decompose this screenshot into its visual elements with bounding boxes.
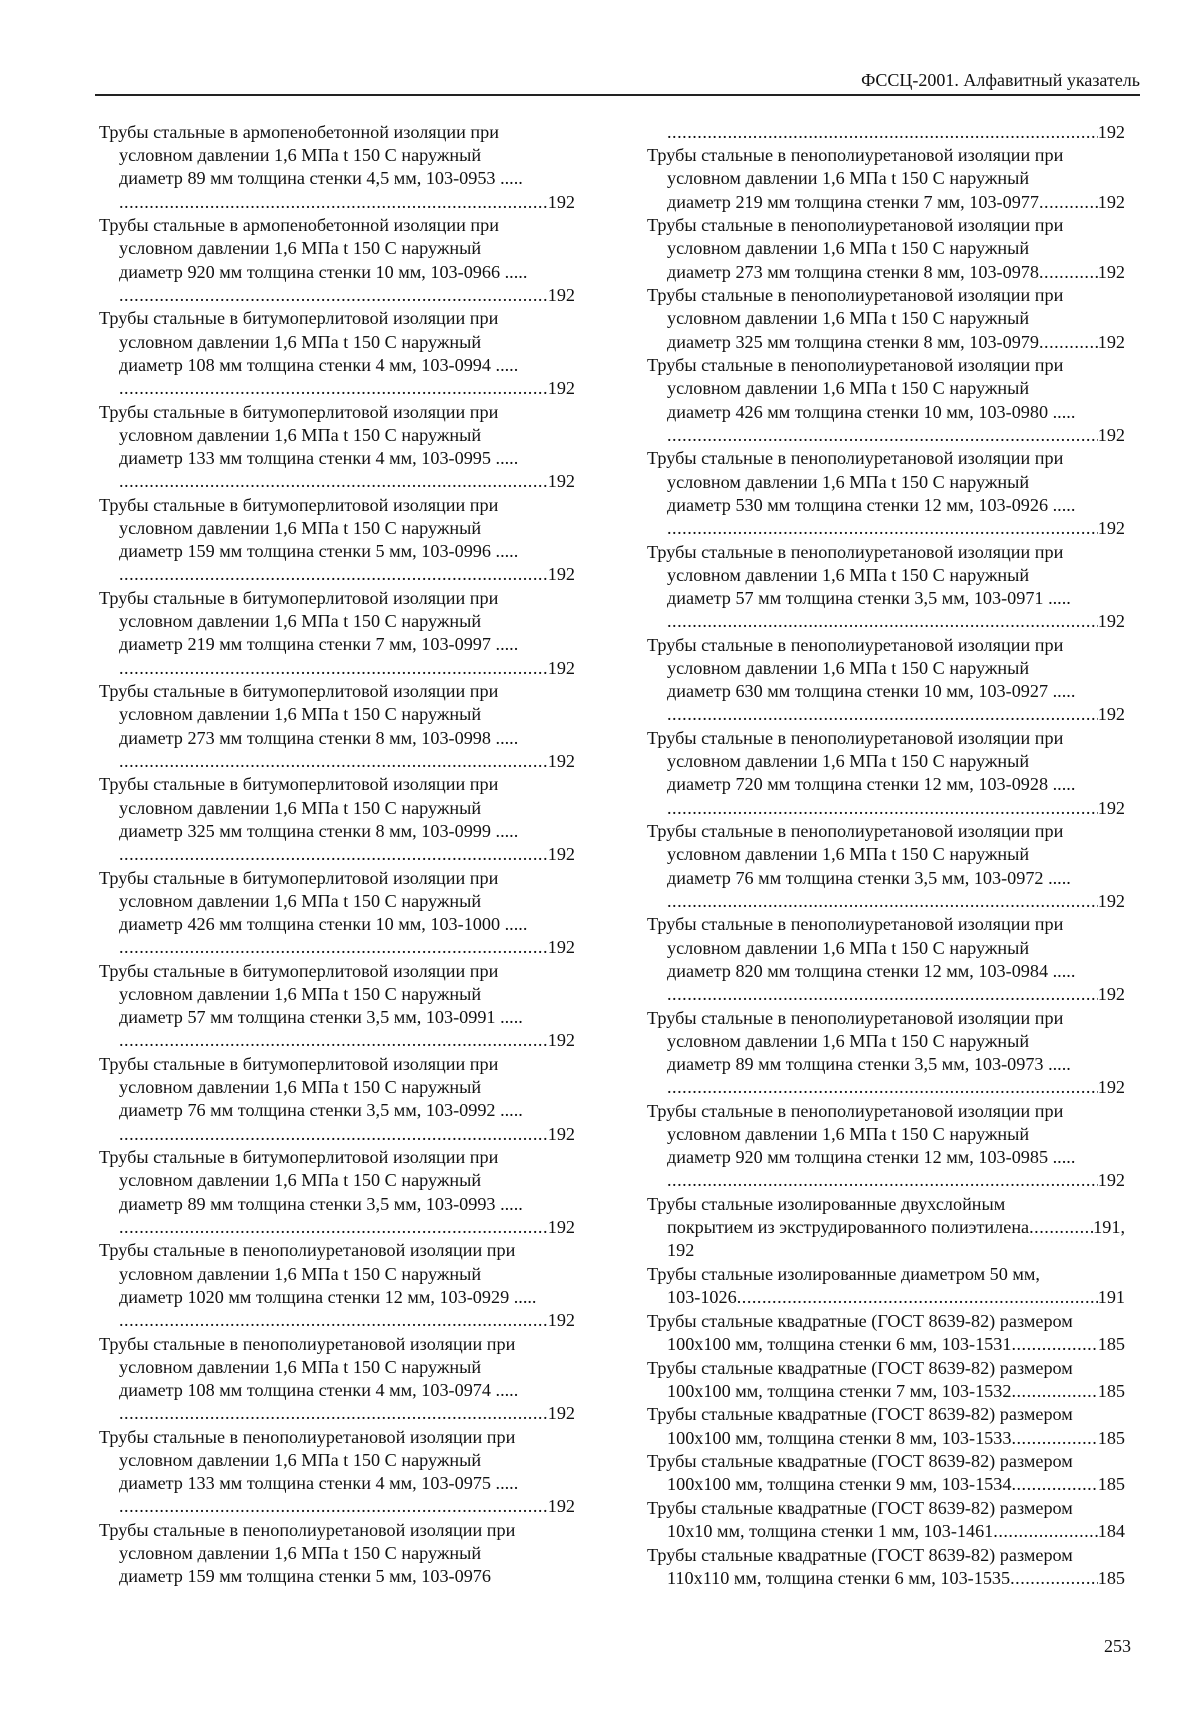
entry-line: условном давлении 1,6 МПа t 150 С наружный [119,890,482,911]
index-entry [647,1100,1125,1193]
dot-leader [119,1123,548,1146]
entry-line: Трубы стальные в битумоперлитовой изоляции при [99,588,499,609]
entry-line: Трубы стальные в пенополиуретановой изоляции при [647,448,1064,469]
page-ref: 185 [1097,1334,1125,1355]
dot-leader: ..... [1052,401,1076,422]
entry-last-line [99,1472,575,1495]
entry-text: покрытием из экструдированного полиэтилена [667,1217,1030,1238]
entry-text: 100x100 мм, толщина стенки 8 мм, 103-1533 [667,1427,1012,1448]
entry-line: Трубы стальные квадратные (ГОСТ 8639-82) размером [647,1310,1073,1331]
entry-line: Трубы стальные квадратные (ГОСТ 8639-82) размером [647,1451,1073,1472]
page-ref-line [99,657,575,680]
index-entry [647,214,1125,284]
index-entry [99,121,575,214]
dot-leader [119,1309,548,1332]
entry-text: диаметр 820 мм толщина стенки 12 мм, 103-0984 [667,960,1049,981]
dot-leader [667,121,1098,144]
running-header [95,68,1140,96]
entry-text: 10x10 мм, толщина стенки 1 мм, 103-1461 [667,1521,994,1542]
page-ref-line [99,284,575,307]
dot-leader [1039,261,1098,284]
index-entry [647,1450,1125,1496]
dot-leader [119,470,548,493]
index-entry [99,1053,575,1146]
index-entry [647,820,1125,913]
index-entry [647,913,1125,1006]
entry-line: Трубы стальные в пенополиуретановой изоляции при [99,1520,516,1541]
index-column-right [647,121,1125,1591]
entry-text: 100x100 мм, толщина стенки 7 мм, 103-1532 [667,1380,1012,1401]
page-ref: 191, [1093,1217,1125,1238]
dot-leader [1029,1216,1093,1239]
entry-line: условном давлении 1,6 МПа t 150 С наружный [667,308,1030,329]
page-ref: 192 [547,1496,575,1517]
entry-line: Трубы стальные в пенополиуретановой изоляции при [647,355,1064,376]
index-entry [99,773,575,866]
entry-line: Трубы стальные в битумоперлитовой изоляции при [99,1054,499,1075]
entry-last-line [647,261,1125,284]
dot-leader [993,1520,1097,1543]
page-ref-line [99,1402,575,1425]
entry-text: диаметр 76 мм толщина стенки 3,5 мм, 103-0972 [667,867,1044,888]
entry-line: Трубы стальные в битумоперлитовой изоляции при [99,494,499,515]
entry-text: 110x110 мм, толщина стенки 6 мм, 103-1535 [667,1568,1011,1589]
entry-line: Трубы стальные в битумоперлитовой изоляции при [99,308,499,329]
entry-text: диаметр 89 мм толщина стенки 4,5 мм, 103-0953 [119,168,496,189]
index-entry [647,634,1125,727]
entry-line: условном давлении 1,6 МПа t 150 С наружный [119,797,482,818]
index-entry [99,960,575,1053]
entry-last-line [99,633,575,656]
page-ref: 192 [1097,1077,1125,1098]
page-ref-line [99,563,575,586]
entry-line: условном давлении 1,6 МПа t 150 С наружный [119,704,482,725]
index-entry [99,1333,575,1426]
entry-line: условном давлении 1,6 МПа t 150 С наружный [119,331,482,352]
page-ref-line [99,1309,575,1332]
dot-leader [667,1076,1098,1099]
page-ref: 192 [547,378,575,399]
page-ref-line [647,797,1125,820]
entry-line: Трубы стальные в пенополиуретановой изоляции при [647,285,1064,306]
dot-leader [119,1029,548,1052]
page-ref: 192 [1097,122,1125,142]
dot-leader [737,1286,1098,1309]
entry-last-line [647,773,1125,796]
index-entry [99,1426,575,1519]
page-ref-line [647,703,1125,726]
page-ref: 192 [547,1123,575,1144]
entry-line: Трубы стальные в пенополиуретановой изоляции при [647,821,1064,842]
entry-line: Трубы стальные в пенополиуретановой изоляции при [99,1333,516,1354]
index-entry [647,1193,1125,1263]
index-entry [99,1239,575,1332]
dot-leader: ..... [1052,494,1076,515]
entry-line: условном давлении 1,6 МПа t 150 С наружный [667,1124,1030,1145]
page-ref-line [99,1216,575,1239]
dot-leader: ..... [495,1380,519,1401]
entry-text: диаметр 133 мм толщина стенки 4 мм, 103-0995 [119,448,491,469]
entry-text: диаметр 426 мм толщина стенки 10 мм, 103-1000 [119,914,501,935]
index-entry [647,1263,1125,1309]
entry-text: 100x100 мм, толщина стенки 6 мм, 103-1531 [667,1334,1012,1355]
index-entry [99,307,575,400]
entry-line: условном давлении 1,6 МПа t 150 С наружный [119,1077,482,1098]
entry-line: условном давлении 1,6 МПа t 150 С наружный [667,168,1030,189]
entry-line: условном давлении 1,6 МПа t 150 С наружный [119,1263,482,1284]
page-ref-line [99,1123,575,1146]
entry-text: диаметр 57 мм толщина стенки 3,5 мм, 103-0991 [119,1007,496,1028]
dot-leader: ..... [495,1473,519,1494]
entry-line: Трубы стальные квадратные (ГОСТ 8639-82) размером [647,1544,1073,1565]
entry-text: диаметр 159 мм толщина стенки 5 мм, 103-0996 [119,541,491,562]
page-ref-line [647,1076,1125,1099]
dot-leader: ..... [500,168,523,189]
index-entry [647,1497,1125,1543]
dot-leader [667,517,1098,540]
page-ref: 185 [1097,1474,1125,1495]
dot-leader: ..... [504,914,528,935]
entry-line: Трубы стальные в битумоперлитовой изоляции при [99,401,499,422]
entry-last-line [99,447,575,470]
entry-line: Трубы стальные в пенополиуретановой изоляции при [647,1100,1064,1121]
dot-leader [667,890,1098,913]
entry-line: Трубы стальные в битумоперлитовой изоляции при [99,867,499,888]
index-entry [99,1519,575,1589]
entry-line: условном давлении 1,6 МПа t 150 С наружный [119,611,482,632]
page-ref-line [99,936,575,959]
entry-line: Трубы стальные в армопенобетонной изоляции при [99,215,499,236]
entry-text: диаметр 920 мм толщина стенки 12 мм, 103-0985 [667,1147,1049,1168]
entry-text: диаметр 426 мм толщина стенки 10 мм, 103-0980 [667,401,1049,422]
dot-leader [119,563,548,586]
entry-line: условном давлении 1,6 МПа t 150 С наружный [667,844,1030,865]
dot-leader [1011,1333,1097,1356]
dot-leader [119,191,548,214]
entry-last-line [99,1193,575,1216]
dot-leader [667,983,1098,1006]
dot-leader: ..... [495,354,519,375]
page-ref: 192 [1097,518,1125,539]
entry-last-line [99,1006,575,1029]
page-ref: 192 [547,657,575,678]
dot-leader [667,797,1098,820]
index-entry [99,867,575,960]
index-entry [647,1544,1125,1590]
index-entry [99,494,575,587]
page-ref: 192 [1097,797,1125,818]
entry-last-line [99,167,575,190]
index-entry [647,1310,1125,1356]
entry-text: диаметр 720 мм толщина стенки 12 мм, 103-0928 [667,774,1049,795]
entry-last-line [647,494,1125,517]
page-ref-line [99,191,575,214]
index-entry [99,1146,575,1239]
page-ref: 192 [547,1030,575,1051]
entry-text: диаметр 1020 мм толщина стенки 12 мм, 103-0929 [119,1286,510,1307]
entry-text: диаметр 89 мм толщина стенки 3,5 мм, 103-0993 [119,1193,496,1214]
page-ref-line [99,470,575,493]
index-entry [647,727,1125,820]
page-ref: 192 [1097,424,1125,445]
dot-leader [667,424,1098,447]
entry-line: Трубы стальные в пенополиуретановой изоляции при [99,1240,516,1261]
entry-text: диаметр 159 мм толщина стенки 5 мм, 103-0976 [119,1566,491,1587]
dot-leader [119,284,548,307]
entry-last-line [647,960,1125,983]
entry-last-line [647,1053,1125,1076]
dot-leader [1039,331,1098,354]
entry-line: условном давлении 1,6 МПа t 150 С наружный [119,424,482,445]
entry-line: Трубы стальные в битумоперлитовой изоляции при [99,774,499,795]
entry-last-line [99,727,575,750]
dot-leader [1010,1567,1098,1590]
index-entry [647,541,1125,634]
page-ref: 192 [547,471,575,492]
entry-line: условном давлении 1,6 МПа t 150 С наружный [119,1170,482,1191]
entry-line: Трубы стальные в пенополиуретановой изоляции при [647,914,1064,935]
entry-line: условном давлении 1,6 МПа t 150 С наружный [119,1450,482,1471]
entry-line: Трубы стальные квадратные (ГОСТ 8639-82) размером [647,1498,1073,1519]
dot-leader [119,1216,548,1239]
entry-line: условном давлении 1,6 МПа t 150 С наружный [667,378,1030,399]
dot-leader [119,750,548,773]
page-ref: 192 [547,284,575,305]
page-ref-line [647,890,1125,913]
dot-leader: ..... [1052,774,1076,795]
dot-leader: ..... [495,448,519,469]
entry-line: Трубы стальные в пенополиуретановой изоляции при [647,541,1064,562]
entry-line: условном давлении 1,6 МПа t 150 С наружный [119,145,482,166]
page-ref-line [647,424,1125,447]
entry-text: диаметр 219 мм толщина стенки 7 мм, 103-0997 [119,634,491,655]
entry-text: диаметр 108 мм толщина стенки 4 мм, 103-0994 [119,354,491,375]
page-number: 253 [1104,1636,1131,1656]
page-ref-line [99,377,575,400]
page-ref: 185 [1097,1568,1125,1589]
dot-leader: ..... [1052,960,1076,981]
page-ref: 185 [1097,1427,1125,1448]
dot-leader: ..... [495,634,519,655]
entry-line: Трубы стальные в пенополиуретановой изоляции при [647,634,1064,655]
dot-leader [119,936,548,959]
entry-last-line [99,820,575,843]
entry-line: условном давлении 1,6 МПа t 150 С наружный [119,1543,482,1564]
entry-line: условном давлении 1,6 МПа t 150 С наружный [667,658,1030,679]
entry-line: Трубы стальные в армопенобетонной изоляции при [99,122,499,142]
dot-leader [1011,1473,1097,1496]
dot-leader: ..... [1052,681,1076,702]
entry-line: 192 [667,1240,695,1261]
dot-leader: ..... [500,1193,523,1214]
index-entry [99,214,575,307]
index-column-left [99,121,575,1589]
header-title: ФССЦ-2001. Алфавитный указатель [861,70,1140,90]
dot-leader [667,703,1098,726]
entry-text: диаметр 219 мм толщина стенки 7 мм, 103-0977 [667,191,1039,212]
page-ref: 192 [547,844,575,865]
entry-line: условном давлении 1,6 МПа t 150 С наружный [119,984,482,1005]
entry-line: условном давлении 1,6 МПа t 150 С наружный [667,564,1030,585]
dot-leader [1039,191,1098,214]
entry-text: диаметр 273 мм толщина стенки 8 мм, 103-0978 [667,261,1039,282]
index-entry [647,144,1125,214]
entry-last-line [647,331,1125,354]
page-ref: 192 [1097,611,1125,632]
entry-text: диаметр 530 мм толщина стенки 12 мм, 103-0926 [667,494,1049,515]
dot-leader: ..... [495,727,519,748]
entry-last-line [99,354,575,377]
entry-line: условном давлении 1,6 МПа t 150 С наружный [667,471,1030,492]
index-entry [647,284,1125,354]
entry-text: диаметр 920 мм толщина стенки 10 мм, 103-0966 [119,261,501,282]
entry-last-line [99,261,575,284]
entry-line: условном давлении 1,6 МПа t 150 С наружный [667,238,1030,259]
page-ref-line [647,983,1125,1006]
entry-last-line [647,191,1125,214]
dot-leader [119,1402,548,1425]
entry-text: диаметр 89 мм толщина стенки 3,5 мм, 103-0973 [667,1054,1044,1075]
index-entry [647,1357,1125,1403]
index-entry [647,447,1125,540]
entry-last-line [99,1099,575,1122]
page-ref: 192 [547,191,575,212]
entry-last-line [99,540,575,563]
entry-line: Трубы стальные изолированные диаметром 50 мм, [647,1264,1040,1285]
entry-last-line [647,680,1125,703]
dot-leader [119,657,548,680]
page-ref: 192 [1097,890,1125,911]
page-ref: 192 [1097,331,1125,352]
entry-last-line [99,1286,575,1309]
entry-last-line [647,1333,1125,1356]
entry-line: Трубы стальные в битумоперлитовой изоляции при [99,1147,499,1168]
dot-leader [1011,1380,1097,1403]
entry-line: условном давлении 1,6 МПа t 150 С наружный [119,518,482,539]
entry-text: 103-1026 [667,1287,737,1308]
dot-leader: ..... [495,541,519,562]
page-ref: 192 [547,937,575,958]
entry-text: диаметр 325 мм толщина стенки 8 мм, 103-0999 [119,820,491,841]
entry-last-line [647,1473,1125,1496]
entry-line: условном давлении 1,6 МПа t 150 С наружный [667,1030,1030,1051]
entry-text: диаметр 630 мм толщина стенки 10 мм, 103-0927 [667,681,1049,702]
entry-last-line [647,1146,1125,1169]
page-ref: 192 [1097,704,1125,725]
page-ref: 192 [547,1403,575,1424]
entry-last-line [647,1520,1125,1543]
entry-line: условном давлении 1,6 МПа t 150 С наружный [667,751,1030,772]
entry-text: диаметр 57 мм толщина стенки 3,5 мм, 103-0971 [667,588,1044,609]
entry-line: Трубы стальные в пенополиуретановой изоляции при [647,1007,1064,1028]
page-ref-line [99,843,575,866]
entry-text: диаметр 325 мм толщина стенки 8 мм, 103-0979 [667,331,1039,352]
entry-line: Трубы стальные в пенополиуретановой изоляции при [99,1426,516,1447]
index-entry [647,354,1125,447]
page-ref-line [647,517,1125,540]
entry-line: условном давлении 1,6 МПа t 150 С наружный [119,1356,482,1377]
entry-line: Трубы стальные в битумоперлитовой изоляции при [99,681,499,702]
entry-line: Трубы стальные квадратные (ГОСТ 8639-82) размером [647,1404,1073,1425]
entry-last-line [99,913,575,936]
dot-leader: ..... [504,261,528,282]
entry-text: диаметр 76 мм толщина стенки 3,5 мм, 103-0992 [119,1100,496,1121]
page-ref-line [647,610,1125,633]
entry-last-line [647,587,1125,610]
entry-line: условном давлении 1,6 МПа t 150 С наружный [667,937,1030,958]
entry-text: 100x100 мм, толщина стенки 9 мм, 103-1534 [667,1474,1012,1495]
index-entry [99,401,575,494]
page-ref: 192 [547,750,575,771]
entry-last-line [647,401,1125,424]
dot-leader [1011,1427,1097,1450]
page-ref: 192 [547,564,575,585]
page-ref: 185 [1097,1380,1125,1401]
entry-line: Трубы стальные в битумоперлитовой изоляции при [99,960,499,981]
dot-leader [667,610,1098,633]
dot-leader: ..... [1048,867,1071,888]
page-ref-line [99,750,575,773]
entry-line: Трубы стальные в пенополиуретановой изоляции при [647,145,1064,166]
entry-text: диаметр 133 мм толщина стенки 4 мм, 103-0975 [119,1473,491,1494]
dot-leader [667,1169,1098,1192]
entry-last-line [647,867,1125,890]
page-ref: 192 [1097,191,1125,212]
dot-leader: ..... [500,1100,523,1121]
dot-leader: ..... [500,1007,523,1028]
page-ref-line [647,1169,1125,1192]
page-ref-line [99,1495,575,1518]
entry-line: Трубы стальные изолированные двухслойным [647,1194,1006,1215]
page-ref: 192 [1097,984,1125,1005]
index-entry [647,1007,1125,1100]
entry-last-line [647,1427,1125,1450]
entry-line: Трубы стальные в пенополиуретановой изоляции при [647,215,1064,236]
dot-leader: ..... [1052,1147,1076,1168]
page-ref: 192 [547,1310,575,1331]
entry-last-line [647,1567,1125,1590]
dot-leader [119,843,548,866]
page-ref-line [99,1029,575,1052]
dot-leader [119,1495,548,1518]
dot-leader: ..... [1048,588,1071,609]
page-ref: 192 [1097,261,1125,282]
entry-last-line [647,1216,1125,1239]
page-ref: 191 [1097,1287,1125,1308]
page-ref-line [647,121,1125,144]
dot-leader: ..... [495,820,519,841]
index-entry [647,1403,1125,1449]
entry-line: Трубы стальные в пенополиуретановой изоляции при [647,728,1064,749]
index-entry [99,680,575,773]
page-ref: 184 [1097,1521,1125,1542]
entry-text: диаметр 273 мм толщина стенки 8 мм, 103-0998 [119,727,491,748]
dot-leader [119,377,548,400]
entry-last-line [647,1286,1125,1309]
entry-text: диаметр 108 мм толщина стенки 4 мм, 103-0974 [119,1380,491,1401]
entry-last-line [99,1565,575,1588]
entry-line: Трубы стальные квадратные (ГОСТ 8639-82) размером [647,1357,1073,1378]
entry-line: условном давлении 1,6 МПа t 150 С наружный [119,238,482,259]
entry-last-line [647,1380,1125,1403]
dot-leader: ..... [1048,1054,1071,1075]
dot-leader: ..... [513,1286,537,1307]
entry-last-line [99,1379,575,1402]
page-ref: 192 [547,1216,575,1237]
index-entry [99,587,575,680]
page-ref: 192 [1097,1170,1125,1191]
